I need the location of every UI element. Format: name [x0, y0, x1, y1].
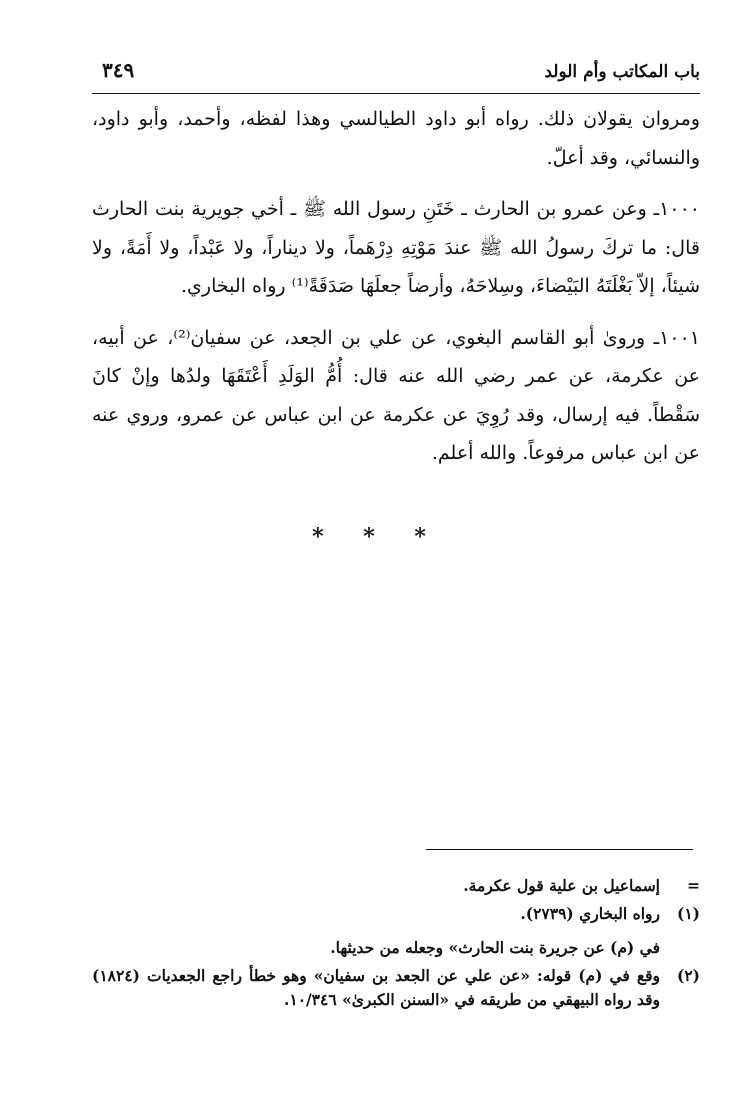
footnote-1-extra: في (م) عن جريرة بنت الحارث» وجعله من حديثها. [330, 938, 660, 957]
footnote-1-marker: (١) [676, 904, 700, 923]
header-rule [92, 93, 700, 94]
footnote-2 [92, 964, 700, 1012]
footnote-continuation-text: إسماعيل بن علية قول عكرمة. [463, 876, 660, 895]
footnote-1-text: رواه البخاري (٢٧٣٩). [520, 904, 660, 923]
footnote-2-marker: (٢) [676, 966, 700, 985]
footnote-continuation [92, 874, 700, 898]
paragraph-continuation: ومروان يقولان ذلك. رواه أبو داود الطيالسي وهذا لفظه، وأحمد، وأبو داود، والنسائي، وقد أعلّ. [92, 108, 700, 169]
footnote-rule [426, 849, 693, 850]
running-title: باب المكاتب وأم الولد [544, 62, 700, 82]
paragraph-hadith-1001: ١٠٠١ـ وروىٰ أبو القاسم البغوي، عن علي بن الجعد، عن سفيان⁽²⁾، عن أبيه، عن عكرمة، عن عمر رضي الله عنه قال: أُمُّ الوَلَدِ أَعْتَقَهَا ولدُها وإنْ كانَ سَقْطاً. فيه إرسال، وقد رُوِيَ عن عكرمة عن ابن عباس عن عمرو، وروي عنه عن ابن عباس مرفوعاً. والله أعلم. [92, 326, 700, 464]
section-separator: * * * [312, 524, 442, 550]
footnote-1 [92, 902, 700, 926]
footnotes [92, 874, 700, 1016]
footnote-2-text: وقع في (م) قوله: «عن علي عن الجعد بن سفيان» وهو خطأ راجع الجعديات (١٨٢٤) وقد رواه البيهقي من طريقه في «السنن الكبرىٰ» ١٠/٣٤٦. [92, 966, 660, 1009]
page-number: ٣٤٩ [102, 58, 135, 82]
page-header [92, 58, 700, 90]
main-text [92, 100, 700, 486]
paragraph-hadith-1000: ١٠٠٠ـ وعن عمرو بن الحارث ـ خَتَنِ رسول الله ﷺ ـ أخي جويرية بنت الحارث قال: ما تركَ رسولُ الله ﷺ عندَ مَوْتِهِ دِرْهَماً، ولا ديناراً، ولا عَبْداً، ولا أَمَةً، ولا شيئاً، إلاّ بَغْلَتَهُ البَيْضاءَ، وسِلاحَهُ، وأرضاً جعلَهَا صَدَقَةً⁽¹⁾ رواه البخاري. [92, 198, 700, 297]
footnote-continuation-marker: = [687, 876, 700, 895]
